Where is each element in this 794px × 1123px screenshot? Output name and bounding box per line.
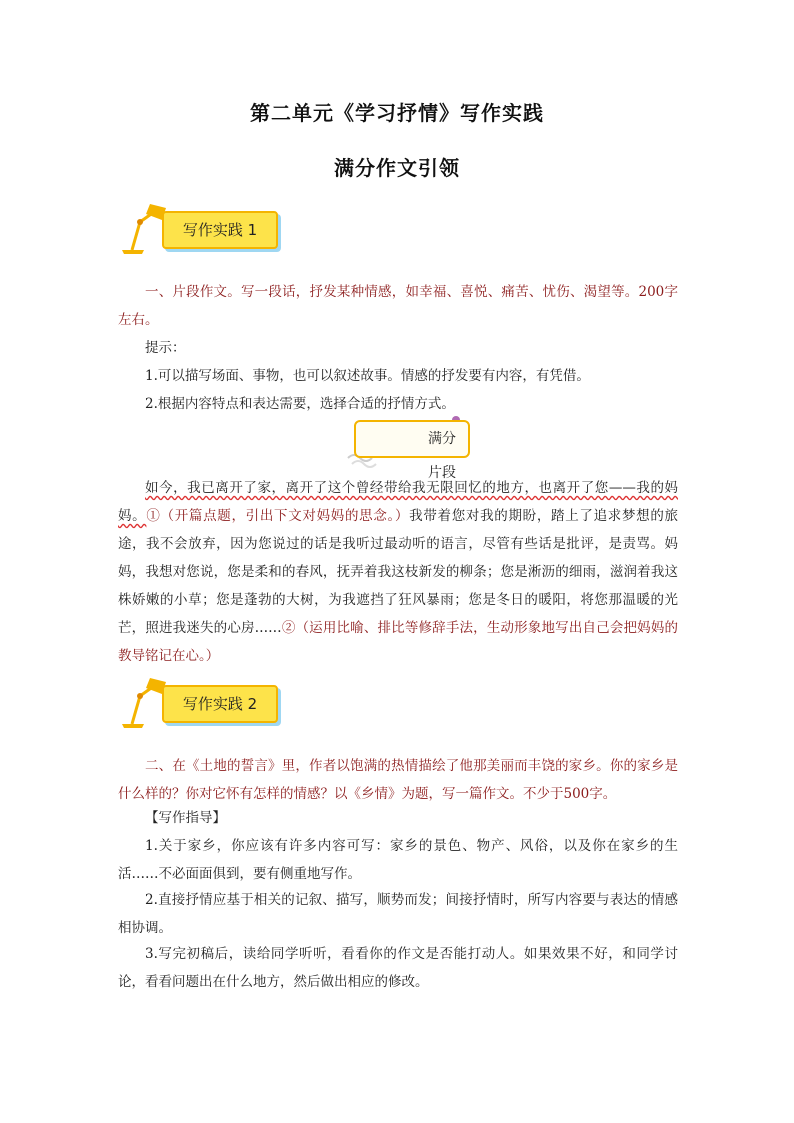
hint-label: 提示： bbox=[145, 340, 186, 356]
essay-text: 我带着您对我的期盼，踏上了追求梦想的旅途，我不会放弃，因为您说过的话是我听过最动听的语言，尽管有些话是批评，是责骂。妈妈，我想对您说，您是柔和的春风，抚弄着我这枝新发的柳条；您是淅沥的细雨，滋润着我这株娇嫩的小草；您是蓬勃的大树，为我遮挡了狂风暴雨；您是冬日的暖阳，将您那温暖的光芒，照进我迷失的心房…… bbox=[118, 508, 679, 636]
model-essay bbox=[118, 474, 678, 670]
practice2-task: 二、在《土地的誓言》里，作者以饱满的热情描绘了他那美丽而丰饶的家乡。你的家乡是什么样的？你对它怀有怎样的情感？以《乡情》为题，写一篇作文。不少于500字。 bbox=[118, 758, 678, 802]
guide-label: 【写作指导】 bbox=[145, 810, 226, 826]
practice1-task: 一、片段作文。写一段话，抒发某种情感，如幸福、喜悦、痛苦、忧伤、渴望等。200字左右。 bbox=[118, 284, 678, 328]
guide-item: 2.直接抒情应基于相关的记叙、描写，顺势而发；间接抒情时，所写内容要与表达的情感相协调。 bbox=[118, 892, 678, 936]
page-title: 第二单元《学习抒情》写作实践 bbox=[250, 101, 544, 125]
annotation-note: ①（开篇点题，引出下文对妈妈的思念。） bbox=[146, 508, 410, 524]
practice2-badge-label: 写作实践 2 bbox=[162, 685, 278, 723]
practice2-badge bbox=[118, 674, 288, 730]
page-subtitle: 满分作文引领 bbox=[334, 156, 460, 180]
practice1-badge-label: 写作实践 1 bbox=[162, 211, 278, 249]
guide-item: 1.关于家乡，你应该有许多内容可写：家乡的景色、物产、风俗，以及你在家乡的生活……不必面面俱到，要有侧重地写作。 bbox=[118, 838, 678, 882]
annotation-note: ②（运用比喻、排比等修辞手法，生动形象地写出自己会把妈妈的教导铭记在心。） bbox=[118, 620, 679, 664]
segment-badge-label: 满分片段 bbox=[428, 431, 456, 481]
hint-item: 2.根据内容特点和表达需要，选择合适的抒情方式。 bbox=[145, 396, 455, 412]
practice1-badge bbox=[118, 200, 288, 256]
segment-badge bbox=[354, 420, 470, 481]
guide-item: 3.写完初稿后，读给同学听听，看看你的作文是否能打动人。如果效果不好，和同学讨论，看看问题出在什么地方，然后做出相应的修改。 bbox=[118, 946, 678, 990]
hint-item: 1.可以描写场面、事物，也可以叙述故事。情感的抒发要有内容，有凭借。 bbox=[145, 368, 590, 384]
essay-sentence: 如今，我已离开了家，离开了这个曾经带给我无限回忆的地方，也离开了您——我的妈妈。 bbox=[118, 480, 678, 524]
